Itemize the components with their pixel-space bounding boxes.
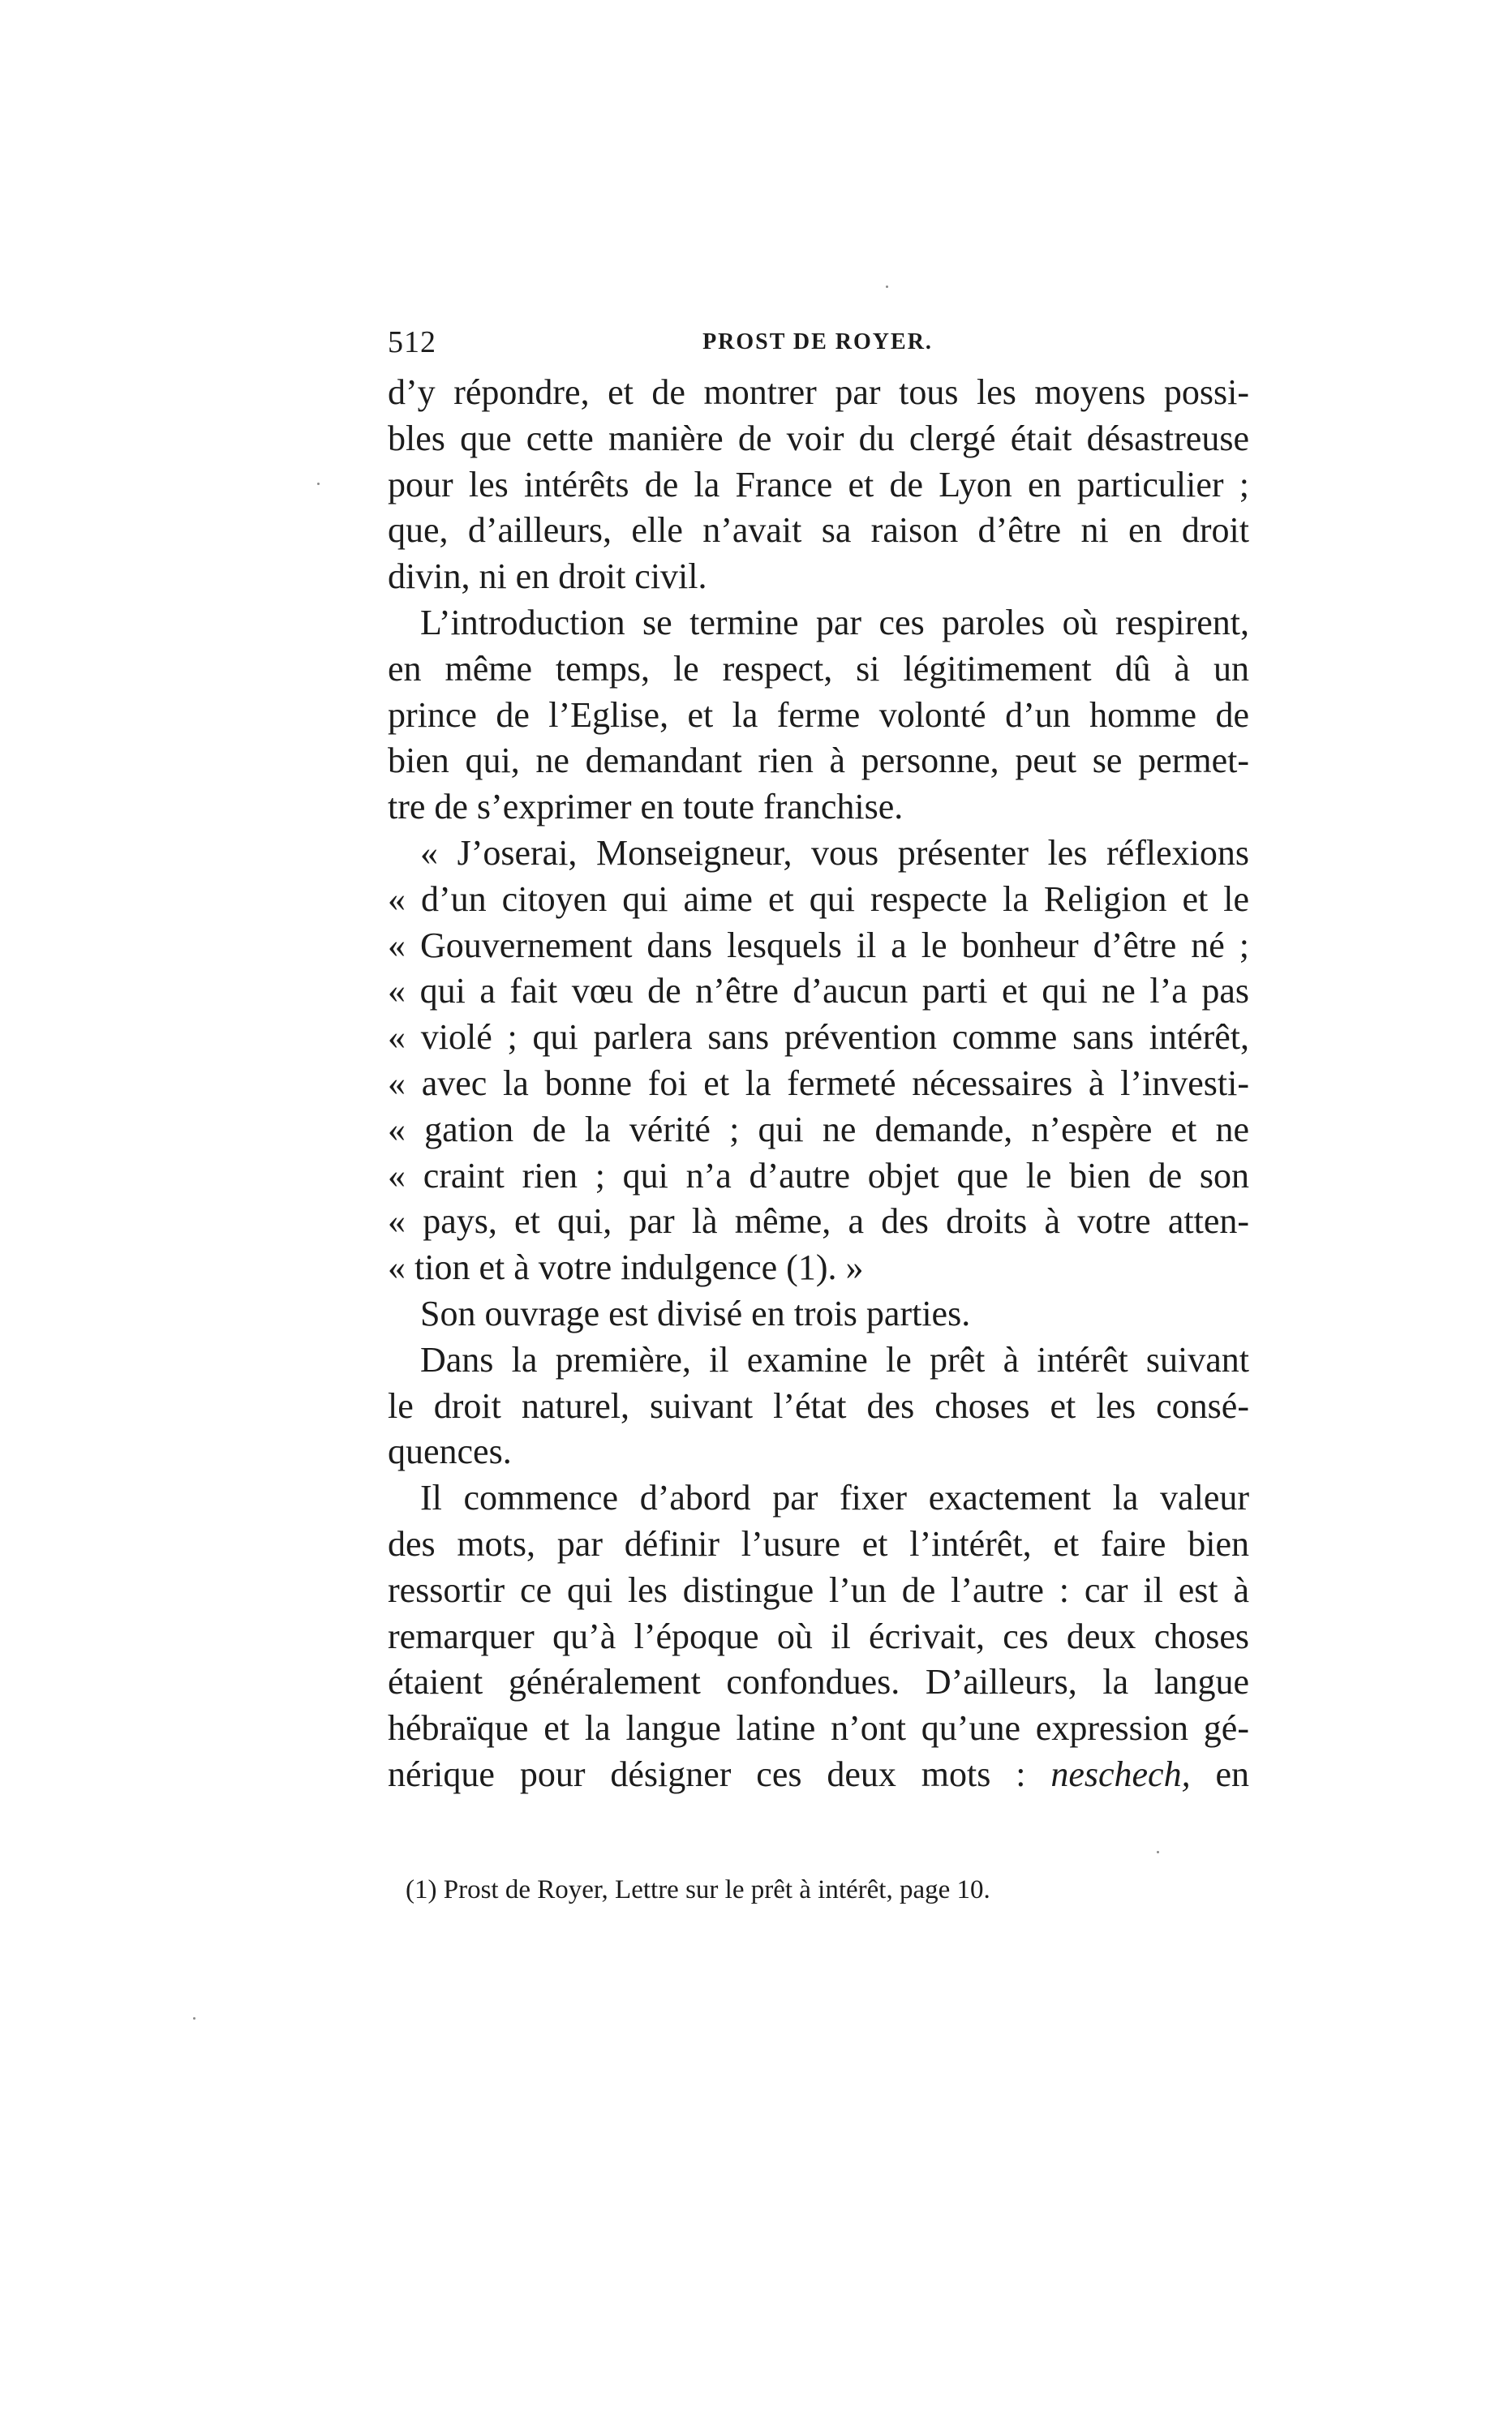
text-line: bles que cette manière de voir du clergé était désastreuse: [388, 418, 1249, 458]
paper-speck: [317, 483, 320, 485]
text-line: tre de s’exprimer en toute franchise.: [388, 787, 904, 827]
text-line: Il commence d’abord par fixer exactement la valeur: [420, 1478, 1249, 1518]
text-line: prince de l’Eglise, et la ferme volonté d’un homme de: [388, 694, 1249, 735]
paper-speck: [886, 286, 888, 288]
quote-line: « d’un citoyen qui aime et qui respecte la Religion et le: [388, 878, 1249, 919]
text-line: ressortir ce qui les distingue l’un de l’autre : car il est à: [388, 1569, 1249, 1610]
quote-line: « violé ; qui parlera sans prévention comme sans intérêt,: [388, 1017, 1249, 1058]
quote-line: « Gouvernement dans lesquels il a le bonheur d’être né ;: [388, 925, 1249, 965]
paper-speck: [193, 2017, 195, 2020]
quote-line: « tion et à votre indulgence (1). »: [388, 1247, 864, 1288]
paper-speck: [1157, 1851, 1159, 1853]
text-line: bien qui, ne demandant rien à personne, peut se permet-: [388, 741, 1249, 781]
text-line: hébraïque et la langue latine n’ont qu’une expression gé-: [388, 1708, 1249, 1749]
quote-line: « qui a fait vœu de n’être d’aucun parti et qui ne l’a pas: [388, 971, 1249, 1011]
text-line: que, d’ailleurs, elle n’avait sa raison d’être ni en droit: [388, 510, 1249, 551]
text-line-last: [388, 1752, 1249, 1798]
footnote: (1) Prost de Royer, Lettre sur le prêt à intérêt, page 10.: [406, 1875, 990, 1904]
text-segment: nérique pour désigner ces deux mots :: [388, 1754, 1051, 1794]
running-head: [388, 323, 1248, 362]
running-title: PROST DE ROYER.: [702, 329, 933, 354]
text-line: remarquer qu’à l’époque où il écrivait, ces deux choses: [388, 1616, 1249, 1656]
text-line: Son ouvrage est divisé en trois parties.: [420, 1293, 971, 1333]
body-text: [388, 370, 1249, 1798]
text-line: d’y répondre, et de montrer par tous les moyens possi-: [388, 372, 1249, 412]
text-line: divin, ni en droit civil.: [388, 556, 707, 597]
page-number: 512: [388, 325, 436, 359]
text-line: pour les intérêts de la France et de Lyon en particulier ;: [388, 464, 1249, 504]
text-line: des mots, par définir l’usure et l’intérêt, et faire bien: [388, 1523, 1249, 1564]
text-line: le droit naturel, suivant l’état des choses et les consé-: [388, 1385, 1249, 1426]
quote-line: « gation de la vérité ; qui ne demande, n’espère et ne: [388, 1109, 1249, 1149]
italic-word: neschech,: [1050, 1754, 1191, 1794]
text-line: en même temps, le respect, si légitimement dû à un: [388, 648, 1249, 689]
text-segment: en: [1190, 1754, 1250, 1794]
text-line: Dans la première, il examine le prêt à intérêt suivant: [420, 1339, 1249, 1380]
text-line: étaient généralement confondues. D’ailleurs, la langue: [388, 1662, 1249, 1702]
text-line: quences.: [388, 1432, 512, 1472]
quote-line: « craint rien ; qui n’a d’autre objet que le bien de son: [388, 1155, 1249, 1196]
quote-line: « pays, et qui, par là même, a des droits à votre atten-: [388, 1201, 1249, 1242]
quote-line: « J’oserai, Monseigneur, vous présenter les réflexions: [420, 832, 1249, 873]
quote-line: « avec la bonne foi et la fermeté nécessaires à l’investi-: [388, 1063, 1249, 1103]
text-line: L’introduction se termine par ces paroles où respirent,: [420, 602, 1249, 642]
